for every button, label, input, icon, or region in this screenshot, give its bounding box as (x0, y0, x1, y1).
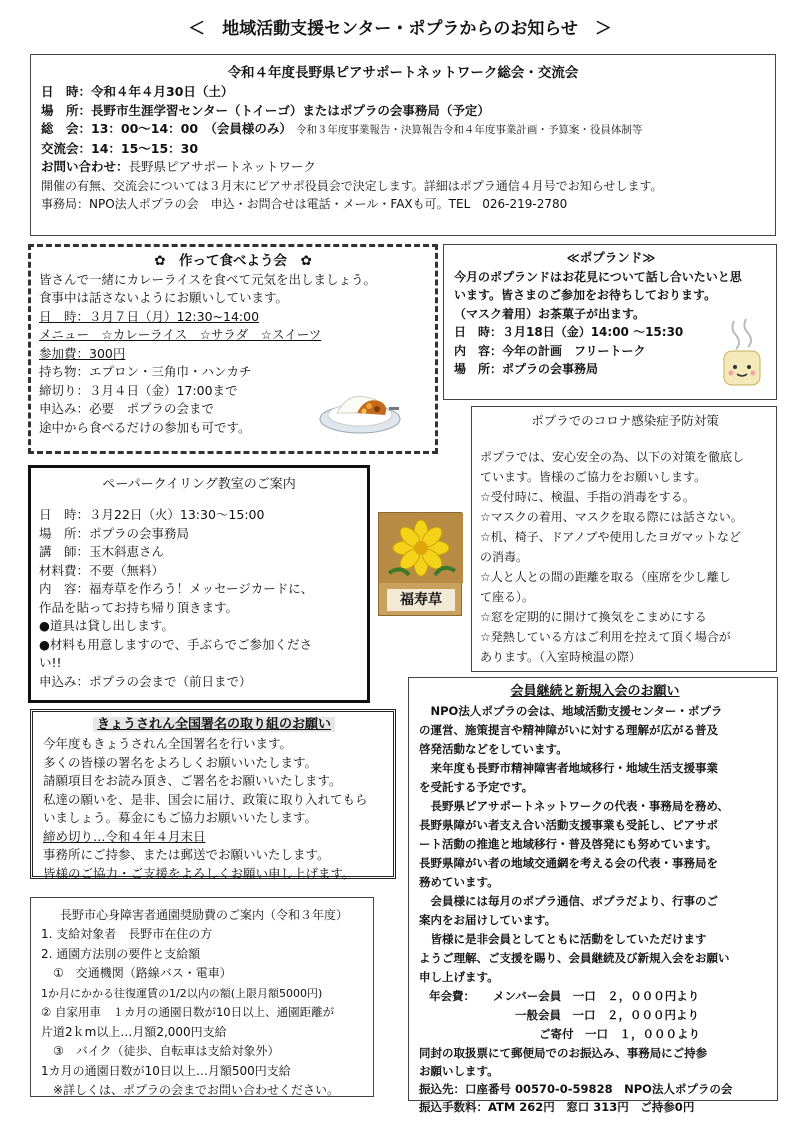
popland-place: 場 所：ポプラの会事務局 (454, 362, 599, 376)
fukujuso-card (378, 512, 462, 616)
curry-line: 申込み：必要 ポプラの会まで (39, 401, 215, 416)
fukujuso-card-label: 福寿草 (387, 589, 455, 611)
curry-menu: メニュー ☆カレーライス ☆サラダ ☆スイーツ (39, 327, 322, 342)
quilling-cost: 材料費：不要（無料） (39, 562, 165, 578)
membership-line: 会員様には毎月のポプラ通信、ポプラだより、行事のご (419, 894, 718, 908)
popland-line: います。皆さまのご参加をお待ちしております。 (454, 288, 717, 302)
corona-title: ポプラでのコロナ感染症予防対策 (531, 413, 719, 428)
quilling-line: ●材料も用意しますので、手ぶらでご参加くださ (39, 636, 313, 652)
general-meeting-agenda: 令和３年度事業報告・決算報告令和４年度事業計画・予算案・役員体制等 (295, 124, 643, 136)
membership-line: 皆様に是非会員としてともに活動をしていただけます (419, 932, 707, 946)
subsidy-title: 長野市心身障害者通園奨励費のご案内（令和３年度） (59, 908, 348, 922)
contact-label: お問い合わせ： (41, 159, 129, 174)
membership-line: を受託する予定です。 (419, 780, 534, 794)
tea-cup-illustration (720, 317, 764, 389)
subsidy-line: ③ バイク（徒歩、自転車は支給対象外） (41, 1044, 280, 1058)
membership-line: 長野県ピアサポートネットワークの代表・事務局を務め、 (419, 799, 729, 813)
kyosaren-line: 請願項目をお読み頂き、ご署名をお願いいたします。 (43, 773, 342, 788)
corona-line: て座る）。 (480, 590, 535, 604)
membership-line: ようご理解、ご支援を賜り、会員継続及び新規入会をお願い (419, 951, 730, 965)
annual-fee-label: 年会費： (429, 989, 475, 1003)
payment-line: 同封の取扱票にて郵便局でのお振込み、事務局にご持参 (419, 1046, 708, 1060)
subsidy-line: ※詳しくは、ポプラの会までお問い合わせください。 (41, 1083, 340, 1097)
curry-rice-illustration (317, 379, 403, 439)
membership-title: 会員継続と新規入会のお願い (510, 684, 680, 699)
quilling-teacher: 講 師：玉木斜恵さん (39, 544, 165, 559)
corona-line: ポプラでは、安心安全の為、以下の対策を徹底し (480, 450, 745, 464)
corona-line: ☆発熱している方はご利用を控えて頂く場合が (480, 630, 731, 644)
corona-line: ☆マスクの着用、マスクを取る際には話さない。 (480, 510, 743, 524)
office-contact: 事務局：NPO法人ポプラの会 申込・お問合せは電話・メール・FAXも可。TEL 026-219-2780 (41, 197, 568, 211)
meeting-date: 日 時：令和４年４月30日（土） (41, 84, 234, 99)
kyosaren-title: きょうされん全国署名の取り組のお願い (93, 717, 335, 732)
membership-line: 長野県障がい者支え合い活動支援事業も受託し、ピアサポ (419, 818, 718, 832)
curry-line: 途中から食べるだけの参加も可です。 (39, 419, 251, 435)
quilling-date: 日 時：３月22日（火）13:30～15:00 (39, 507, 265, 522)
bank-account: 振込先：口座番号 00570-0-59828 NPO法人ポプラの会 (419, 1082, 733, 1096)
membership-line: 来年度も長野市精神障害者地域移行・地域生活支援事業 (419, 761, 718, 775)
quilling-line: 作品を貼ってお持ち帰り頂きます。 (39, 599, 239, 615)
popland-line: 今月のポプランドはお花見について話し合いたいと思 (454, 269, 742, 284)
kyosaren-deadline: 締め切り…令和４年４月末日 (43, 828, 206, 844)
kyosaren-petition-box (30, 709, 396, 879)
popland-line: （マスク着用）お茶菓子が出ます。 (454, 306, 646, 321)
membership-line: 案内をお届けしています。 (419, 913, 557, 927)
kyosaren-line: いましょう。募金にもご協力お願いいたします。 (43, 810, 318, 825)
curry-line: 食事中は話さないようにお願いしています。 (39, 290, 289, 305)
popland-box (443, 244, 777, 400)
curry-date: 日 時：３月７日（月）12:30~14:00 (39, 308, 260, 324)
quilling-content: 内 容：福寿草を作ろう！メッセージカードに、 (39, 581, 314, 596)
quilling-apply: 申込み：ポプラの会まで（前日まで） (39, 673, 252, 689)
page-title: ＜ 地域活動支援センター・ポプラからのお知らせ ＞ (188, 19, 612, 39)
payment-line: お願いします。 (419, 1064, 499, 1078)
quilling-class-box (28, 465, 370, 703)
corona-line: ☆人と人との間の距離を取る（座席を少し離し (480, 570, 731, 584)
kyosaren-line: 今年度もきょうされん全国署名を行います。 (43, 736, 293, 751)
peer-support-meeting-box (30, 54, 776, 236)
popland-date: 日 時：３月18日（金）14:00 ～15:30 (454, 325, 684, 339)
corona-line: ☆窓を定期的に開けて換気をこまめにする (480, 610, 707, 624)
general-meeting-time: 総 会：13：00～14：00 （会員様のみ） (41, 121, 292, 136)
quilling-line: ●道具は貸し出します。 (39, 618, 174, 633)
membership-line: NPO法人ポプラの会は、地域活動支援センター・ポプラ (419, 704, 723, 718)
subsidy-line: 1. 支給対象者 長野市在住の方 (41, 927, 213, 941)
membership-line: 長野県障がい者の地域交通網を考える会の代表・事務局を (419, 856, 718, 870)
curry-event-title: ✿ 作って食べよう会 ✿ (154, 253, 312, 269)
donation-fee: ご寄付 一口 １，０００より (539, 1027, 700, 1041)
curry-line: 持ち物：エプロン・三角巾・ハンカチ (39, 364, 252, 379)
subsidy-line: ② 自家用車 １カ月の通園日数が10日以上、通園距離が (41, 1005, 335, 1019)
transfer-fee: 振込手数料：ATM 262円 窓口 313円 ご持参0円 (419, 1100, 695, 1114)
subsidy-line: 1か月にかかる往復運賃の1/2以内の額(上限月額5000円) (41, 986, 323, 1000)
fukujuso-flower-illustration (379, 513, 463, 583)
kyosaren-line: 多くの皆様の署名をよろしくお願いいたします。 (43, 754, 318, 770)
commuting-subsidy-box (30, 897, 374, 1097)
meeting-note: 開催の有無、交流会については３月末にピアサポ役員会で決定します。詳細はポプラ通信４月号でお知らせします。 (41, 178, 663, 193)
membership-line: ート活動の推進と地域移行・普及啓発にも努めています。 (419, 837, 718, 851)
kyosaren-line: 事務所にご持参、または郵送でお願いいたします。 (43, 847, 330, 862)
annual-fee-general: 一般会員 一口 ２，０００円より (515, 1008, 699, 1022)
curry-fee: 参加費：300円 (39, 345, 126, 361)
membership-box (408, 677, 778, 1114)
corona-line: ☆机、椅子、ドアノブや使用したヨガマットなど (480, 530, 741, 544)
corona-line: の消毒。 (480, 550, 529, 564)
quilling-place: 場 所：ポプラの会事務局 (39, 525, 190, 541)
contact-value: 長野県ピアサポートネットワーク (128, 159, 316, 174)
peer-support-meeting-title: 令和４年度長野県ピアサポートネットワーク総会・交流会 (227, 65, 579, 81)
popland-title: ≪ポプランド≫ (566, 250, 656, 265)
quilling-title: ペーパークイリング教室のご案内 (102, 477, 296, 492)
annual-fee-member: メンバー会員 一口 ２，０００円より (493, 989, 700, 1003)
quilling-line: い!! (39, 655, 62, 670)
subsidy-line: 片道2ｋm以上…月額2,000円支給 (41, 1024, 227, 1039)
meeting-place: 場 所：長野市生涯学習センター（トイーゴ）またはポプラの会事務局（予定） (41, 102, 490, 118)
membership-line: 務めています。 (419, 875, 499, 889)
kyosaren-line: 私達の願いを、是非、国会に届け、政策に取り入れてもら (43, 791, 368, 807)
corona-measures-box (471, 406, 777, 672)
curry-line: 締切り：３月４日（金）17:00まで (39, 382, 238, 398)
subsidy-line: 1カ月の通園日数が10日以上…月額500円支給 (41, 1063, 291, 1078)
subsidy-line: ① 交通機関（路線バス・電車） (41, 966, 232, 980)
curry-line: 皆さんで一緒にカレーライスを食べて元気を出しましょう。 (39, 271, 377, 287)
subsidy-line: 2. 通園方法別の要件と支給額 (41, 946, 201, 961)
popland-content: 内 容：今年の計画 フリートーク (454, 343, 646, 358)
curry-event-box (28, 244, 438, 454)
membership-line: 啓発活動などをしています。 (419, 742, 568, 756)
kyosaren-line: 皆様のご協力・ご支援をよろしくお願い申し上げます。 (43, 865, 355, 881)
corona-line: ☆受付時に、検温、手指の消毒をする。 (480, 490, 695, 504)
membership-line: 申し上げます。 (419, 970, 499, 984)
corona-line: あります。（入室時検温の際） (480, 650, 642, 664)
corona-line: ています。皆様のご協力をお願いします。 (480, 470, 707, 484)
membership-line: の運営、施策提言や精神障がいに対する理解が広がる普及 (419, 723, 718, 737)
exchange-meeting-time: 交流会：14：15～15：30 (41, 140, 199, 156)
